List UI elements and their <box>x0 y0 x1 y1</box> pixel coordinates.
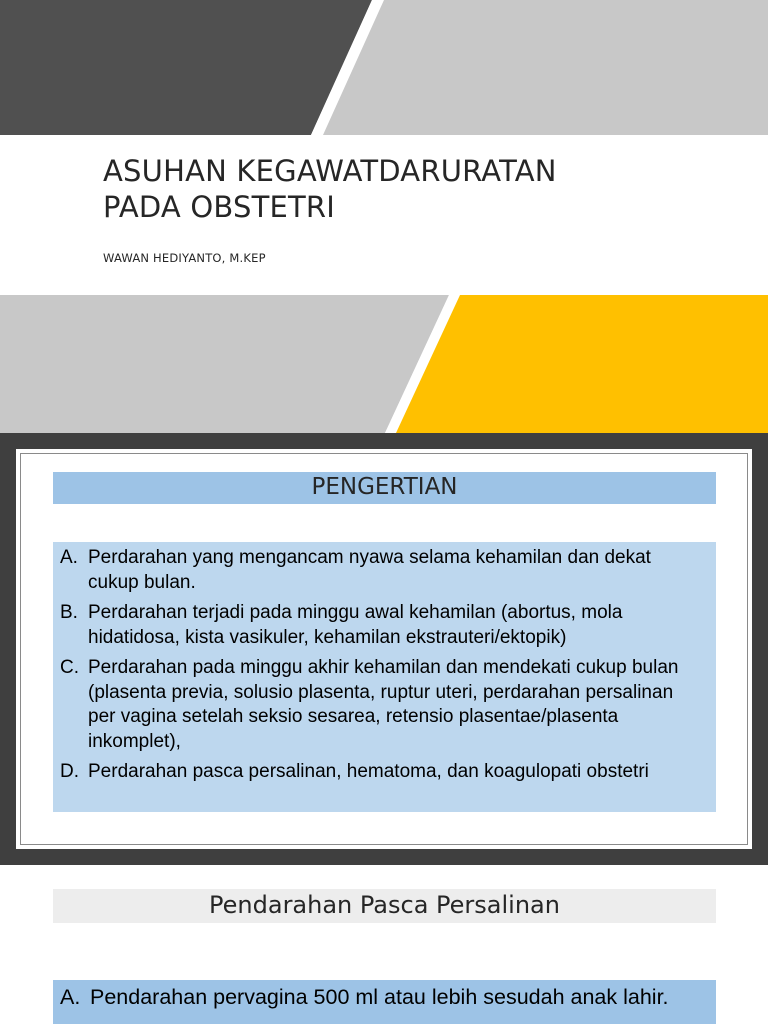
item-text: Perdarahan pada minggu akhir kehamilan dan mendekati cukup bulan (plasenta previa, solusio plasenta, ruptur uteri, perdarahan persalinan per vagina setelah seksio sesarea, retensio plasentae/plasenta inkomplet), <box>88 657 679 752</box>
item-letter: D. <box>60 761 79 782</box>
item-letter: B. <box>60 602 78 623</box>
bottom-decorative-band <box>0 295 768 433</box>
list-item <box>60 546 696 595</box>
item-letter: A. <box>60 985 81 1009</box>
section-heading: Pendarahan Pasca Persalinan <box>53 889 716 923</box>
presentation-title <box>103 153 723 225</box>
light-gray-shape <box>323 0 768 135</box>
title-line-1: ASUHAN KEGAWATDARURATAN <box>103 154 557 188</box>
item-text: Perdarahan yang mengancam nyawa selama kehamilan dan dekat cukup bulan. <box>88 547 651 593</box>
list-item <box>60 760 696 785</box>
item-text: Pendarahan pervagina 500 ml atau lebih sesudah anak lahir. <box>90 985 669 1009</box>
dark-gray-shape <box>0 0 372 135</box>
list-item <box>60 656 696 754</box>
title-slide <box>0 0 768 433</box>
definition-list <box>53 542 716 812</box>
section-heading: PENGERTIAN <box>53 472 716 504</box>
item-letter: C. <box>60 657 79 678</box>
definition-list <box>53 980 716 1024</box>
light-gray-block <box>0 295 449 433</box>
item-text: Perdarahan terjadi pada minggu awal kehamilan (abortus, mola hidatidosa, kista vasikuler, kehamilan ekstrauteri/ektopik) <box>88 602 623 648</box>
list-item <box>60 601 696 650</box>
list-item <box>60 984 696 1010</box>
top-decorative-band <box>0 0 768 135</box>
title-line-2: PADA OBSTETRI <box>103 190 336 224</box>
item-letter: A. <box>60 547 78 568</box>
item-text: Perdarahan pasca persalinan, hematoma, dan koagulopati obstetri <box>88 761 649 782</box>
yellow-block <box>396 295 768 433</box>
author-name: WAWAN HEDIYANTO, M.KEP <box>103 251 266 265</box>
